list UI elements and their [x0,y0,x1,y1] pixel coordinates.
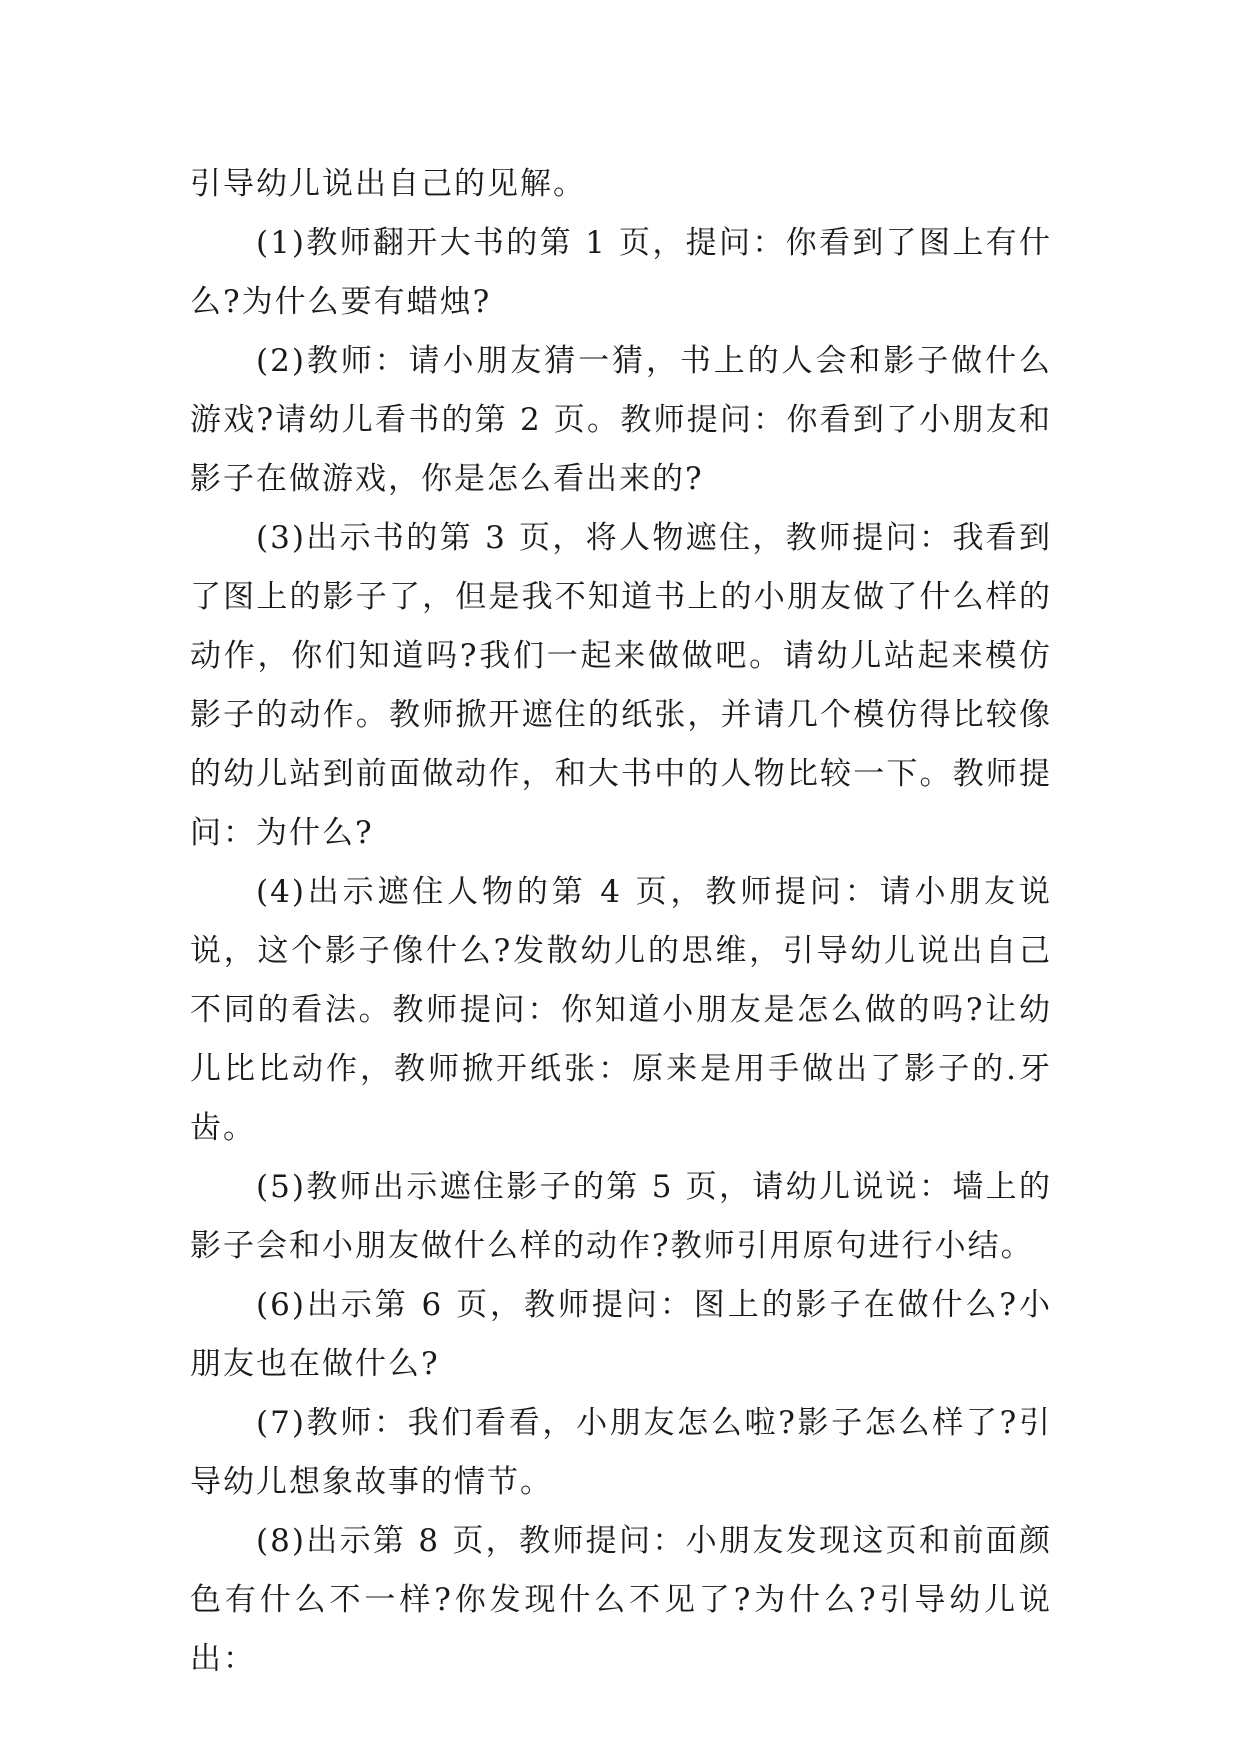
paragraph-step-2: (2)教师：请小朋友猜一猜，书上的人会和影子做什么游戏?请幼儿看书的第 2 页。教师提问：你看到了小朋友和影子在做游戏，你是怎么看出来的? [190,343,1052,497]
paragraph-continuation: 引导幼儿说出自己的见解。 [190,166,586,202]
paragraph-step-4: (4)出示遮住人物的第 4 页，教师提问：请小朋友说说，这个影子像什么?发散幼儿的思维，引导幼儿说出自己不同的看法。教师提问：你知道小朋友是怎么做的吗?让幼儿比比动作，教师掀开纸张：原来是用手做出了影子的.牙齿。 [190,874,1052,1146]
paragraph-step-7: (7)教师：我们看看，小朋友怎么啦?影子怎么样了?引导幼儿想象故事的情节。 [190,1405,1052,1500]
document-body [190,155,1052,1689]
paragraph-step-3: (3)出示书的第 3 页，将人物遮住，教师提问：我看到了图上的影子了，但是我不知道书上的小朋友做了什么样的动作，你们知道吗?我们一起来做做吧。请幼儿站起来模仿影子的动作。教师掀开遮住的纸张，并请几个模仿得比较像的幼儿站到前面做动作，和大书中的人物比较一下。教师提问：为什么? [190,520,1052,851]
paragraph-step-5: (5)教师出示遮住影子的第 5 页，请幼儿说说：墙上的影子会和小朋友做什么样的动作?教师引用原句进行小结。 [190,1169,1052,1264]
paragraph-step-1: (1)教师翻开大书的第 1 页，提问：你看到了图上有什么?为什么要有蜡烛? [190,225,1052,320]
paragraph-step-6: (6)出示第 6 页，教师提问：图上的影子在做什么?小朋友也在做什么? [190,1287,1052,1382]
paragraph-step-8: (8)出示第 8 页，教师提问：小朋友发现这页和前面颜色有什么不一样?你发现什么不见了?为什么?引导幼儿说出： [190,1523,1052,1677]
